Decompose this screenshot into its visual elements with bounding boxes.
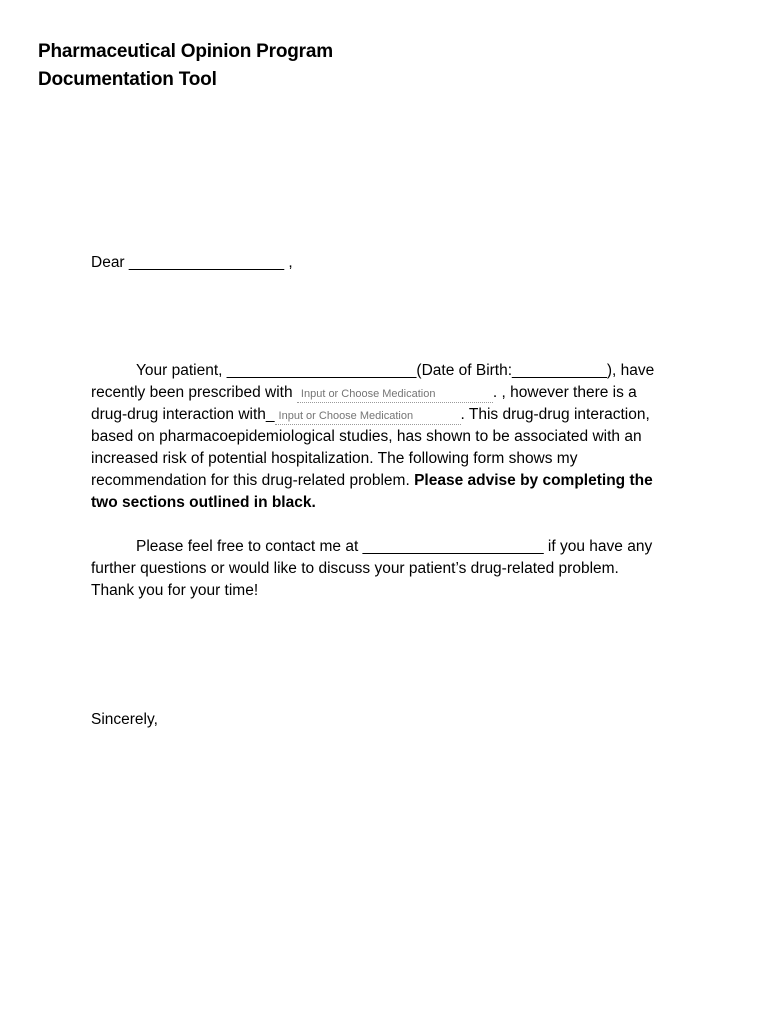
title-line-1: Pharmaceutical Opinion Program	[38, 41, 333, 62]
thanks-text: Thank you for your time!	[91, 582, 259, 599]
risk-text: increased risk of potential hospitalization. The following form shows my	[91, 450, 578, 467]
paragraph-line	[91, 536, 691, 558]
title-line-2: Documentation Tool	[38, 69, 217, 90]
advise-bold-text: Please advise by completing the	[414, 472, 653, 489]
interaction-text: drug-drug interaction with_	[91, 406, 275, 423]
salutation: Dear __________________ ,	[91, 254, 293, 271]
studies-text: based on pharmacoepidemiological studies, has shown to be associated with an	[91, 428, 642, 445]
letter-paragraph-2	[91, 536, 691, 602]
paragraph-line	[91, 580, 691, 602]
paragraph-line	[91, 470, 691, 492]
page-title	[38, 38, 333, 94]
questions-text: further questions or would like to discuss your patient’s drug-related problem.	[91, 560, 619, 577]
paragraph-line	[91, 360, 691, 382]
paragraph-line	[91, 448, 691, 470]
paragraph-line	[91, 426, 691, 448]
paragraph-line	[91, 558, 691, 580]
medication-input-2[interactable]	[275, 409, 461, 425]
medication-input-1[interactable]	[297, 387, 493, 403]
interaction-tail-text: . This drug-drug interaction,	[460, 406, 650, 423]
paragraph-line	[91, 404, 691, 426]
however-text: . , however there is a	[492, 384, 637, 401]
patient-line-text: Your patient, ______________________(Date of Birth:___________), have	[136, 362, 655, 379]
prescribed-text: recently been prescribed with	[91, 384, 297, 401]
contact-text: Please feel free to contact me at _____________________ if you have any	[136, 538, 653, 555]
sections-bold-text: two sections outlined in black.	[91, 494, 316, 511]
letter-paragraph-1	[91, 360, 691, 514]
paragraph-line	[91, 382, 691, 404]
recommendation-text: recommendation for this drug-related problem.	[91, 472, 415, 489]
closing: Sincerely,	[91, 711, 158, 728]
paragraph-line	[91, 492, 691, 514]
